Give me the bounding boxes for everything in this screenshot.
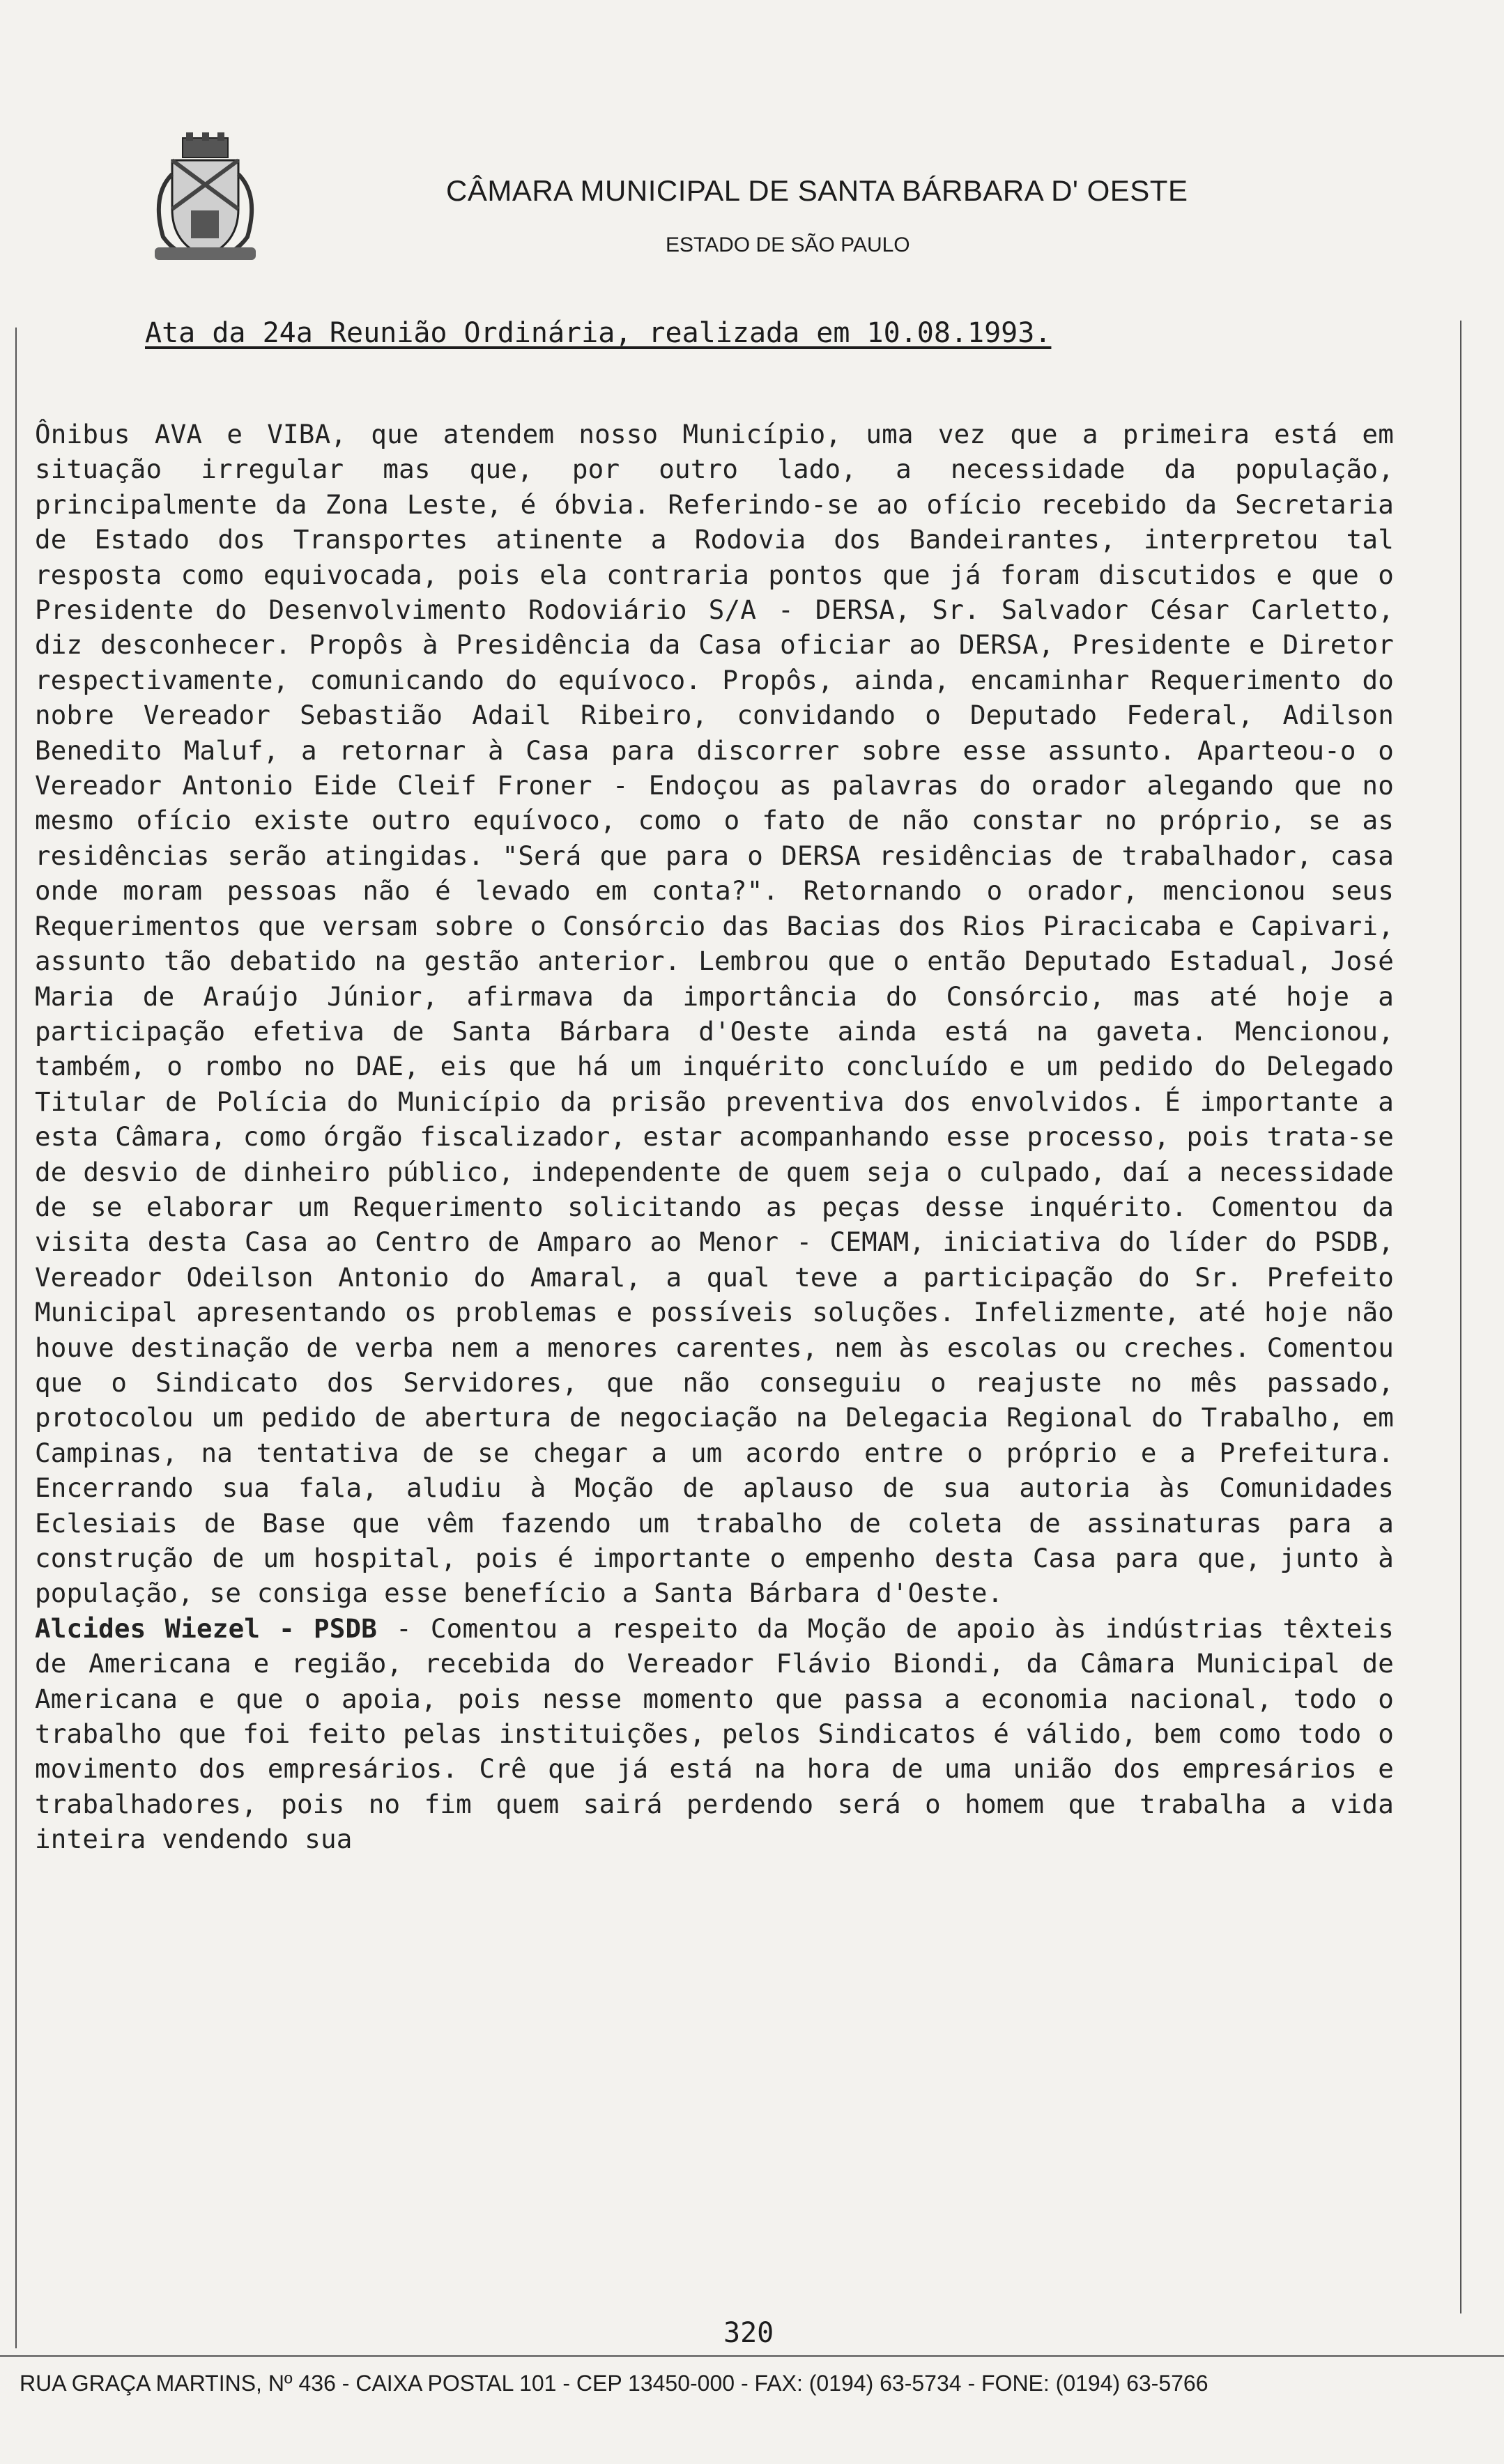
body-paragraph-speaker [35,1611,1394,1857]
minutes-body [35,417,1394,1857]
chamber-name: CÂMARA MUNICIPAL DE SANTA BÁRBARA D' OESTE [446,174,1188,207]
letterhead [0,0,1504,293]
footer-divider [0,2355,1504,2357]
state-line: ESTADO DE SÃO PAULO [666,233,910,256]
page-number: 320 [723,2317,774,2349]
body-paragraph: Ônibus AVA e VIBA, que atendem nosso Município, uma vez que a primeira está em situação irregular mas que, por outro lado, a necessidade da população, principalmente da Zona Leste, é óbvia. Referindo-se ao ofício recebido da Secretaria de Estado dos Transportes atinente a Rodovia dos Bandeirantes, interpretou tal resposta como equivocada, pois ela contraria pontos que já foram discutidos e que o Presidente do Desenvolvimento Rodoviário S/A - DERSA, Sr. Salvador César Carletto, diz desconhecer. Propôs à Presidência da Casa oficiar ao DERSA, Presidente e Diretor respectivamente, comunicando do equívoco. Propôs, ainda, encaminhar Requerimento do nobre Vereador Sebastião Adail Ribeiro, convidando o Deputado Federal, Adilson Benedito Maluf, a retornar à Casa para discorrer sobre esse assunto. Aparteou-o o Vereador Antonio Eide Cleif Froner - Endoçou as palavras do orador alegando que no mesmo ofício existe outro equívoco, como o fato de não constar no próprio, se as residências serão atingidas. "Será que para o DERSA residências de trabalhador, casa onde moram pessoas não é levado em conta?". Retornando o orador, mencionou seus Requerimentos que versam sobre o Consórcio das Bacias dos Rios Piracicaba e Capivari, assunto tão debatido na gestão anterior. Lembrou que o então Deputado Estadual, José Maria de Araújo Júnior, afirmava da importância do Consórcio, mas até hoje a participação efetiva de Santa Bárbara d'Oeste ainda está na gaveta. Mencionou, também, o rombo no DAE, eis que há um inquérito concluído e um pedido do Delegado Titular de Polícia do Município da prisão preventiva dos envolvidos. É importante a esta Câmara, como órgão fiscalizador, estar acompanhando esse processo, pois trata-se de desvio de dinheiro público, independente de quem seja o culpado, daí a necessidade de se elaborar um Requerimento solicitando as peças desse inquérito. Comentou da visita desta Casa ao Centro de Amparo ao Menor - CEMAM, iniciativa do líder do PSDB, Vereador Odeilson Antonio do Amaral, a qual teve a participação do Sr. Prefeito Municipal apresentando os problemas e possíveis soluções. Infelizmente, até hoje não houve destinação de verba nem a menores carentes, nem às escolas ou creches. Comentou que o Sindicato dos Servidores, que não conseguiu o reajuste no mês passado, protocolou um pedido de abertura de negociação na Delegacia Regional do Trabalho, em Campinas, na tentativa de se chegar a um acordo entre o próprio e a Prefeitura. Encerrando sua fala, aludiu à Moção de aplauso de sua autoria às Comunidades Eclesiais de Base que vêm fazendo um trabalho de coleta de assinaturas para a construção de um hospital, pois é importante o empenho desta Casa para que, junto à população, se consiga esse benefício a Santa Bárbara d'Oeste. [35,419,1394,1609]
speaker-name: Alcides Wiezel - PSDB [35,1612,378,1644]
left-border [15,328,17,2348]
right-border [1460,321,1461,2313]
coat-of-arms-icon [148,132,263,265]
footer-address: RUA GRAÇA MARTINS, Nº 436 - CAIXA POSTAL 101 - CEP 13450-000 - FAX: (0194) 63-5734 - FONE: (0194) 63-5766 [20,2371,1208,2396]
speaker-remarks: - Comentou a respeito da Moção de apoio às indústrias têxteis de Americana e região, recebida do Vereador Flávio Biondi, da Câmara Municipal de Americana e que o apoia, pois nesse momento que passa a economia nacional, todo o trabalho que foi feito pelas instituições, pelos Sindicatos é válido, bem como todo o movimento dos empresários. Crê que já está na hora de uma união dos empresários e trabalhadores, pois no fim quem sairá perdendo será o homem que trabalha a vida inteira vendendo sua [35,1612,1394,1855]
minutes-title: Ata da 24a Reunião Ordinária, realizada em 10.08.1993. [145,317,1052,349]
